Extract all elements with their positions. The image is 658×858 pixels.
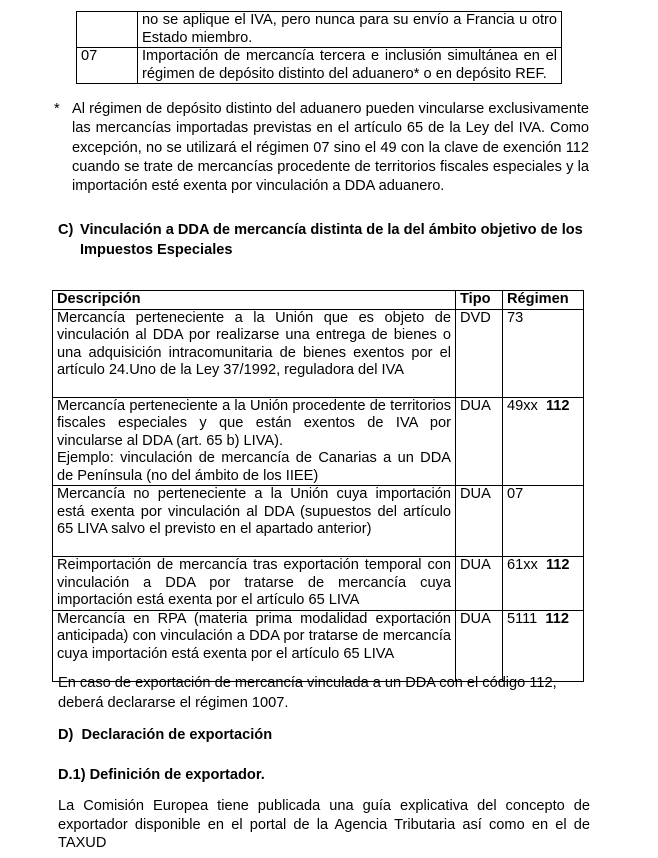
section-title: D.1) Definición de exportador.: [58, 767, 265, 783]
regimen-code: 07: [507, 486, 524, 502]
description-text: Mercancía en RPA (materia prima modalidad exportación anticipada) con vinculación a DDA por tratarse de mercancía cuya importación está exenta por el artículo 65 LIVA: [57, 610, 451, 662]
section-heading-c: [58, 220, 588, 260]
table-row: [77, 48, 562, 84]
row-tipo: DUA: [456, 610, 503, 681]
section-title: Vinculación a DDA de mercancía distinta de la del ámbito objetivo de los Impuestos Especiales: [80, 222, 583, 258]
dda-linkage-table: [52, 290, 584, 682]
row-tipo: DUA: [456, 557, 503, 611]
section-title: Declaración de exportación: [81, 727, 273, 743]
regime-description: no se aplique el IVA, pero nunca para su envío a Francia u otro Estado miembro.: [138, 12, 562, 48]
row-tipo: DVD: [456, 309, 503, 397]
section-heading-d1: [58, 765, 265, 785]
row-regimen: [503, 309, 584, 397]
description-text: Reimportación de mercancía tras exportación temporal con vinculación a DDA por tratarse de mercancía cuya importación está exenta por el artículo 65 LIVA: [57, 557, 451, 608]
row-description: [53, 557, 456, 611]
regimen-code: 5111: [507, 610, 538, 627]
table-row: [53, 309, 584, 397]
table-row: [53, 397, 584, 486]
row-description: [53, 610, 456, 681]
regime-code: [77, 12, 138, 48]
footnote: [54, 100, 589, 196]
column-header-tipo: Tipo: [456, 291, 503, 310]
regimen-code: 49xx: [507, 397, 538, 414]
table-row: [53, 610, 584, 681]
description-text: Mercancía perteneciente a la Unión procedente de territorios fiscales especiales y que están exentos de IVA por vincularse al DDA (art. 65 b) LIVA).: [57, 397, 451, 449]
regimen-code: 61xx: [507, 557, 538, 573]
row-regimen: [503, 557, 584, 611]
footnote-marker: *: [54, 101, 60, 117]
regimen-code: 73: [507, 309, 524, 326]
table-row: [53, 557, 584, 611]
row-regimen: [503, 610, 584, 681]
regime-code: 07: [77, 48, 138, 84]
description-text: Mercancía perteneciente a la Unión que es objeto de vinculación al DDA por realizarse una entrega de bienes o una adquisición intracomunitaria de bienes exentos por el artículo 24.Uno de la Ley 37/1992, reguladora del IVA: [57, 309, 451, 378]
export-paragraph: En caso de exportación de mercancía vinculada a un DDA con el código 112, deberá declararse el régimen 1007.: [58, 675, 557, 711]
row-regimen: [503, 397, 584, 486]
row-description: [53, 397, 456, 486]
row-description: [53, 309, 456, 397]
description-text: Mercancía no perteneciente a la Unión cuya importación está exenta por vinculación al DDA (supuestos del artículo 65 LIVA salvo el previsto en el apartado anterior): [57, 486, 451, 537]
regime-description: Importación de mercancía tercera e inclusión simultánea en el régimen de depósito distinto del aduanero* o en depósito REF.: [138, 48, 562, 84]
footnote-text: Al régimen de depósito distinto del aduanero pueden vincularse exclusivamente las mercancías importadas previstas en el artículo 65 de la Ley del IVA. Como excepción, no se utilizará el régimen 07 sino el 49 con la clave de exención 112 cuando se trate de mercancías procedente de territorios fiscales especiales y la importación esté exenta por vinculación a DDA aduanero.: [72, 101, 589, 195]
column-header-regimen: Régimen: [503, 291, 584, 310]
section-label: C): [58, 222, 74, 238]
row-tipo: DUA: [456, 397, 503, 486]
description-example: Ejemplo: vinculación de mercancía de Canarias a un DDA de Península (no del ámbito de los IIEE): [57, 450, 451, 484]
column-header-descripcion: Descripción: [53, 291, 456, 310]
section-label: D): [58, 727, 74, 743]
row-description: [53, 486, 456, 557]
guide-paragraph: La Comisión Europea tiene publicada una guía explicativa del concepto de exportador disponible en el portal de la Agencia Tributaria así como en el de TAXUD: [58, 798, 590, 851]
exemption-key: 112: [545, 610, 569, 627]
row-tipo: DUA: [456, 486, 503, 557]
exemption-key: 112: [545, 557, 570, 573]
row-regimen: [503, 486, 584, 557]
exemption-key: 112: [545, 397, 570, 414]
regime-codes-table: [76, 11, 562, 84]
section-heading-d: [58, 725, 272, 745]
table-row: [53, 486, 584, 557]
table-header-row: [53, 291, 584, 310]
table-row: [77, 12, 562, 48]
